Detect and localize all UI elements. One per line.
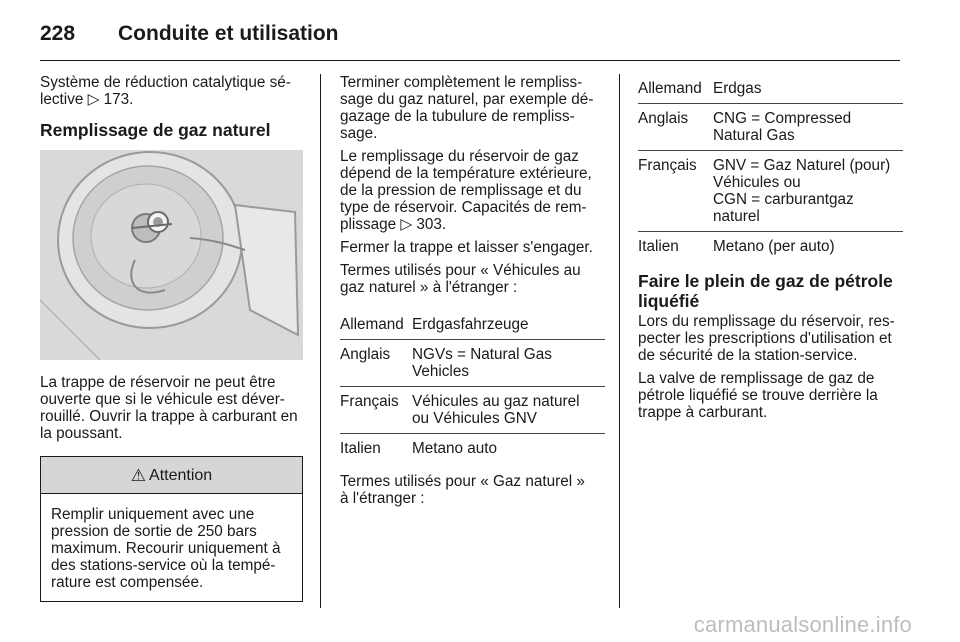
- term-cell: Metano auto: [412, 440, 498, 457]
- table-row: [340, 434, 605, 463]
- body-paragraph: Lors du remplissage du réservoir, res- pecter les prescriptions d'utilisation et de sécurité de la station-service.: [638, 313, 895, 364]
- gas-terms-table: [638, 74, 903, 261]
- term-cell: Erdgas: [713, 80, 762, 97]
- table-row: [638, 74, 903, 104]
- body-paragraph: Fermer la trappe et laisser s'engager.: [340, 239, 593, 256]
- language-cell: Italien: [340, 440, 381, 457]
- intro-paragraph: Système de réduction catalytique sé- lective ▷ 173.: [40, 74, 291, 108]
- section-heading: Remplissage de gaz naturel: [40, 120, 271, 140]
- term-cell: Metano (per auto): [713, 238, 835, 255]
- table-row: [340, 387, 605, 434]
- attention-box: [40, 456, 303, 602]
- header-divider: [40, 60, 900, 61]
- language-cell: Français: [340, 393, 399, 410]
- attention-title: Attention: [149, 466, 213, 484]
- body-paragraph: La trappe de réservoir ne peut être ouverte que si le véhicule est déver- rouillé. Ouvrir la trappe à carburant en la poussant.: [40, 374, 298, 442]
- page-header: [40, 18, 900, 58]
- table-row: [340, 340, 605, 387]
- body-paragraph: Terminer complètement le rempliss- sage du gaz naturel, par exemple dé- gazage de la tubulure de rempliss- sage.: [340, 74, 594, 142]
- warning-icon: ⚠: [130, 465, 147, 485]
- language-cell: Anglais: [340, 346, 391, 363]
- body-paragraph: Termes utilisés pour « Véhicules au gaz naturel » à l'étranger :: [340, 262, 581, 296]
- body-paragraph: Termes utilisés pour « Gaz naturel » à l'étranger :: [340, 473, 585, 507]
- term-cell: Véhicules au gaz naturel ou Véhicules GNV: [412, 393, 580, 427]
- page-number: 228: [40, 22, 76, 45]
- language-cell: Anglais: [638, 110, 689, 127]
- body-paragraph: La valve de remplissage de gaz de pétrole liquéfié se trouve derrière la trappe à carburant.: [638, 370, 878, 421]
- table-row: [638, 151, 903, 232]
- term-cell: CNG = Compressed Natural Gas: [713, 110, 852, 144]
- column-1: [40, 74, 305, 602]
- language-cell: Allemand: [340, 316, 404, 333]
- term-cell: Erdgasfahrzeuge: [412, 316, 529, 333]
- table-row: [340, 310, 605, 340]
- term-cell: GNV = Gaz Naturel (pour) Véhicules ou CGN = carburantgaz naturel: [713, 157, 891, 225]
- vehicle-terms-table: [340, 310, 605, 463]
- fuel-filler-illustration: [40, 150, 303, 360]
- table-row: [638, 232, 903, 261]
- table-row: [638, 104, 903, 151]
- attention-body: Remplir uniquement avec une pression de sortie de 250 bars maximum. Recourir uniquement à des stations-service où la tempé- rature est compensée.: [51, 506, 281, 591]
- section-heading: Faire le plein de gaz de pétrole liquéfié: [638, 271, 893, 311]
- language-cell: Allemand: [638, 80, 702, 97]
- language-cell: Italien: [638, 238, 679, 255]
- watermark: carmanualsonline.info: [693, 612, 912, 637]
- column-divider: [320, 74, 321, 608]
- page-title: Conduite et utilisation: [118, 22, 339, 45]
- column-divider: [619, 74, 620, 608]
- body-paragraph: Le remplissage du réservoir de gaz dépend de la température extérieure, de la pression de remplissage et du type de réservoir. Capacités de rem- plissage ▷ 303.: [340, 148, 592, 233]
- attention-header: [41, 457, 302, 494]
- column-3: [638, 74, 903, 427]
- language-cell: Français: [638, 157, 697, 174]
- term-cell: NGVs = Natural Gas Vehicles: [412, 346, 552, 380]
- column-2: [340, 74, 605, 513]
